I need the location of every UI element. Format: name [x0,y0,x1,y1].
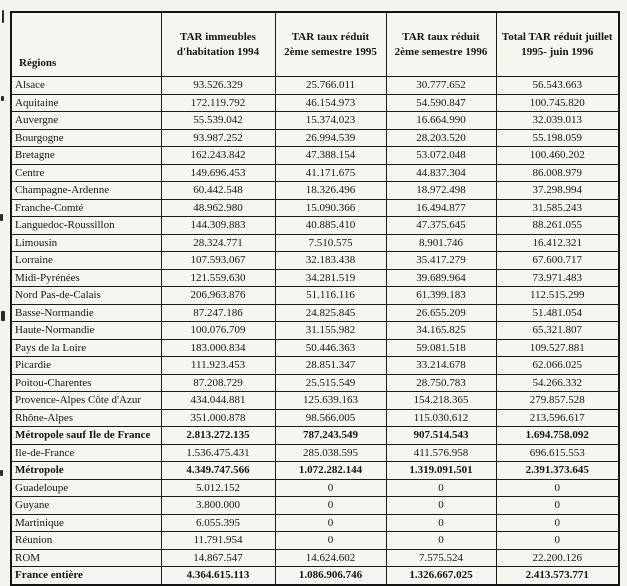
value-cell: 0 [386,479,496,497]
value-cell: 109.527.881 [496,339,619,357]
value-cell: 279.857.528 [496,392,619,410]
value-cell: 31.155.982 [275,322,386,340]
value-cell: 285.038.595 [275,444,386,462]
value-cell: 51.481.054 [496,304,619,322]
region-label: Midi-Pyrénées [11,269,161,287]
value-cell: 1.536.475.431 [161,444,275,462]
table-body [11,77,619,585]
value-cell: 93.526.329 [161,77,275,95]
value-cell: 26.655.209 [386,304,496,322]
region-label: Bourgogne [11,129,161,147]
table-header [11,12,619,77]
table-row [11,234,619,252]
value-cell: 30.777.652 [386,77,496,95]
region-label: Limousin [11,234,161,252]
value-cell: 24.825.845 [275,304,386,322]
value-cell: 28.203.520 [386,129,496,147]
value-cell: 16.664.990 [386,112,496,130]
value-cell: 213.596.617 [496,409,619,427]
region-label: Champagne-Ardenne [11,182,161,200]
table-row [11,497,619,515]
region-label: Ile-de-France [11,444,161,462]
table-row [11,217,619,235]
table-row [11,549,619,567]
value-cell: 40.885.410 [275,217,386,235]
table-row [11,199,619,217]
value-cell: 144.309.883 [161,217,275,235]
region-label: Martinique [11,514,161,532]
value-cell: 206.963.876 [161,287,275,305]
region-label: Basse-Normandie [11,304,161,322]
table-row [11,427,619,445]
value-cell: 53.072.048 [386,147,496,165]
value-cell: 2.813.272.135 [161,427,275,445]
value-cell: 4.349.747.566 [161,462,275,480]
region-label: Guyane [11,497,161,515]
value-cell: 34.165.825 [386,322,496,340]
region-label: Nord Pas-de-Calais [11,287,161,305]
value-cell: 59.081.518 [386,339,496,357]
value-cell: 2.413.573.771 [496,567,619,585]
value-cell: 14.867.547 [161,549,275,567]
region-label: Guadeloupe [11,479,161,497]
value-cell: 3.800.000 [161,497,275,515]
value-cell: 51.116.116 [275,287,386,305]
scan-artifact [1,96,4,101]
value-cell: 48.962.980 [161,199,275,217]
region-label: Haute-Normandie [11,322,161,340]
region-label: Provence-Alpes Côte d'Azur [11,392,161,410]
value-cell: 5.012.152 [161,479,275,497]
region-label: Alsace [11,77,161,95]
value-cell: 87.208.729 [161,374,275,392]
region-label: France entière [11,567,161,585]
value-cell: 15.090.366 [275,199,386,217]
value-cell: 93.987.252 [161,129,275,147]
scan-artifact [1,311,5,321]
value-cell: 65.321.807 [496,322,619,340]
value-cell: 125.639.163 [275,392,386,410]
value-cell: 11.791.954 [161,532,275,550]
value-cell: 25.766.011 [275,77,386,95]
scan-artifact [0,470,3,476]
value-cell: 16.412.321 [496,234,619,252]
value-cell: 31.585.243 [496,199,619,217]
table-row [11,479,619,497]
value-cell: 1.072.282.144 [275,462,386,480]
table-row [11,164,619,182]
table-row [11,444,619,462]
value-cell: 87.247.186 [161,304,275,322]
value-cell: 44.837.304 [386,164,496,182]
table-row [11,462,619,480]
value-cell: 434.044.881 [161,392,275,410]
value-cell: 55.198.059 [496,129,619,147]
value-cell: 162.243.842 [161,147,275,165]
value-cell: 14.624.602 [275,549,386,567]
value-cell: 18.972.498 [386,182,496,200]
region-label: Languedoc-Roussillon [11,217,161,235]
value-cell: 0 [275,497,386,515]
value-cell: 28.750.783 [386,374,496,392]
value-cell: 35.417.279 [386,252,496,270]
column-header-tar-1994: TAR immeubles d'habitation 1994 [161,12,275,77]
value-cell: 26.994.539 [275,129,386,147]
value-cell: 907.514.543 [386,427,496,445]
value-cell: 56.543.663 [496,77,619,95]
value-cell: 16.494.877 [386,199,496,217]
value-cell: 2.391.373.645 [496,462,619,480]
region-label: Franche-Comté [11,199,161,217]
region-label: Picardie [11,357,161,375]
table-row [11,182,619,200]
value-cell: 28.851.347 [275,357,386,375]
value-cell: 4.364.615.113 [161,567,275,585]
value-cell: 183.000.834 [161,339,275,357]
value-cell: 88.261.055 [496,217,619,235]
scan-artifact [0,214,3,221]
table-row [11,322,619,340]
value-cell: 1.319.091.501 [386,462,496,480]
value-cell: 7.575.524 [386,549,496,567]
value-cell: 50.446.363 [275,339,386,357]
value-cell: 15.374.023 [275,112,386,130]
value-cell: 28.324.771 [161,234,275,252]
value-cell: 351.000.878 [161,409,275,427]
value-cell: 32.039.013 [496,112,619,130]
value-cell: 62.066.025 [496,357,619,375]
scan-artifact [2,10,4,23]
value-cell: 67.600.717 [496,252,619,270]
table-row [11,567,619,585]
region-label: Aquitaine [11,94,161,112]
table-row [11,514,619,532]
table-row [11,532,619,550]
region-label: Bretagne [11,147,161,165]
column-header-tar-reduit-1995: TAR taux réduit 2ème semestre 1995 [275,12,386,77]
value-cell: 107.593.067 [161,252,275,270]
table-row [11,357,619,375]
value-cell: 47.388.154 [275,147,386,165]
value-cell: 172.119.792 [161,94,275,112]
table-row [11,252,619,270]
table-row [11,112,619,130]
table-row [11,269,619,287]
value-cell: 54.266.332 [496,374,619,392]
value-cell: 41.171.675 [275,164,386,182]
value-cell: 73.971.483 [496,269,619,287]
value-cell: 112.515.299 [496,287,619,305]
table-row [11,409,619,427]
region-label: Métropole sauf Ile de France [11,427,161,445]
value-cell: 54.590.847 [386,94,496,112]
value-cell: 34.281.519 [275,269,386,287]
value-cell: 61.399.183 [386,287,496,305]
value-cell: 0 [275,514,386,532]
region-label: Pays de la Loire [11,339,161,357]
table-row [11,147,619,165]
tar-regions-table [10,11,620,586]
column-header-tar-reduit-1996: TAR taux réduit 2ème semestre 1996 [386,12,496,77]
value-cell: 0 [275,479,386,497]
value-cell: 100.745.820 [496,94,619,112]
header-row [11,12,619,77]
value-cell: 37.298.994 [496,182,619,200]
value-cell: 46.154.973 [275,94,386,112]
value-cell: 7.510.575 [275,234,386,252]
value-cell: 0 [496,514,619,532]
value-cell: 60.442.548 [161,182,275,200]
value-cell: 22.200.126 [496,549,619,567]
table-row [11,374,619,392]
value-cell: 6.055.395 [161,514,275,532]
value-cell: 696.615.553 [496,444,619,462]
value-cell: 39.689.964 [386,269,496,287]
region-label: Lorraine [11,252,161,270]
value-cell: 115.030.612 [386,409,496,427]
value-cell: 0 [496,532,619,550]
region-label: Poitou-Charentes [11,374,161,392]
value-cell: 0 [386,514,496,532]
value-cell: 25.515.549 [275,374,386,392]
value-cell: 787.243.549 [275,427,386,445]
region-label: Métropole [11,462,161,480]
value-cell: 86.008.979 [496,164,619,182]
table-row [11,287,619,305]
value-cell: 55.539.042 [161,112,275,130]
value-cell: 33.214.678 [386,357,496,375]
value-cell: 0 [386,532,496,550]
value-cell: 0 [496,479,619,497]
value-cell: 111.923.453 [161,357,275,375]
column-header-regions: Régions [11,12,161,77]
value-cell: 1.086.906.746 [275,567,386,585]
region-label: Réunion [11,532,161,550]
value-cell: 149.696.453 [161,164,275,182]
value-cell: 1.694.758.092 [496,427,619,445]
region-label: Rhône-Alpes [11,409,161,427]
value-cell: 1.326.667.025 [386,567,496,585]
value-cell: 154.218.365 [386,392,496,410]
value-cell: 0 [496,497,619,515]
table-row [11,77,619,95]
region-label: Centre [11,164,161,182]
table-row [11,339,619,357]
table-row [11,392,619,410]
value-cell: 8.901.746 [386,234,496,252]
value-cell: 411.576.958 [386,444,496,462]
value-cell: 47.375.645 [386,217,496,235]
value-cell: 0 [386,497,496,515]
value-cell: 98.566.005 [275,409,386,427]
region-label: ROM [11,549,161,567]
value-cell: 100.076.709 [161,322,275,340]
table-row [11,94,619,112]
table-row [11,304,619,322]
value-cell: 0 [275,532,386,550]
value-cell: 100.460.202 [496,147,619,165]
table-row [11,129,619,147]
value-cell: 32.183.438 [275,252,386,270]
column-header-total-tar: Total TAR réduit juillet 1995- juin 1996 [496,12,619,77]
region-label: Auvergne [11,112,161,130]
value-cell: 18.326.496 [275,182,386,200]
value-cell: 121.559.630 [161,269,275,287]
